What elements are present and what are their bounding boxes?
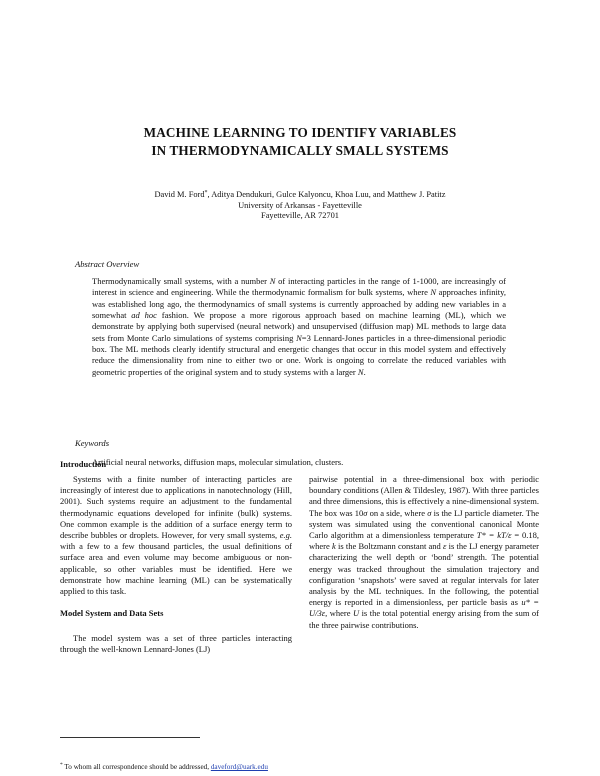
abstract-text <box>92 276 506 378</box>
paper-title <box>0 124 600 160</box>
intro-part: with a few to a few thousand particles, the usual definitions of surface area and even volume may become ambiguous or non-applicable, so other variables must be identified. Here we demonstrate how machine learning (ML) can be systematically applied to this task. <box>60 541 292 597</box>
abstract-var: N <box>357 366 364 377</box>
first-author: David M. Ford <box>154 190 205 199</box>
title-line-2: IN THERMODYNAMICALLY SMALL SYSTEMS <box>151 143 449 158</box>
keywords-text: Artificial neural networks, diffusion maps, molecular simulation, clusters. <box>92 457 344 467</box>
footnote <box>60 763 268 771</box>
intro-part: Systems with a finite number of interacting particles are increasingly of interest due to applications in nanotechnology (Hill, 2001). Such systems require an adjustment to the fundamental thermodynamic equations developed for infinite (bulk) systems. One common example is the addition of a surface energy term to describe bubbles or droplets. However, for very small systems, <box>60 474 292 541</box>
model-part: , where <box>325 608 353 619</box>
model-part: on a side, where <box>367 507 428 518</box>
model-body-left <box>60 633 292 655</box>
abstract-var: N <box>269 276 276 286</box>
model-equation: u* = U/3ε <box>309 597 539 619</box>
model-symbol: k <box>331 541 336 552</box>
model-body-right <box>309 474 539 631</box>
model-part: is the LJ energy parameter characterizing the well depth or ‘bond’ strength. The potential energy was tracked throughout the simulation trajectory and configuration ‘snapshots’ were saved at regular intervals for later analysis by the ML techniques. In the following, the potential energy is reported in a dimensionless, per particle basis as <box>309 541 539 608</box>
email-link[interactable]: daveford@uark.edu <box>210 763 268 771</box>
abstract-label: Abstract Overview <box>75 259 140 269</box>
intro-italic: e.g. <box>279 530 292 541</box>
abstract-part: of interacting particles in the range of 1-1000, are increasingly of interest in science and engineering. While the thermodynamic formalism for bulk systems, where <box>92 276 507 298</box>
keywords-label: Keywords <box>75 438 110 448</box>
abstract-part: approaches infinity, was established long ago, the thermodynamics of small systems is currently approached by adding new variables in a somewhat <box>92 287 506 321</box>
abstract-var: N <box>430 287 437 298</box>
model-symbol: σ <box>427 507 432 518</box>
correspondence-mark: * <box>204 190 208 196</box>
model-part: is the Boltzmann constant and <box>335 541 444 552</box>
other-authors: , Aditya Dendukuri, Gulce Kalyoncu, Khoa Luu, and Matthew J. Patitz <box>207 190 446 199</box>
model-part: = 0.18, where <box>309 530 539 552</box>
model-symbol: σ <box>363 507 368 518</box>
model-part: is the LJ particle diameter. The system was simulated using the conventional canonical Monte Carlo algorithm at a dimensionless temperature <box>309 507 539 541</box>
introduction-heading: Introduction <box>60 459 107 469</box>
author-list <box>0 190 600 201</box>
author-block <box>0 190 600 222</box>
abstract-part: Thermodynamically small systems, with a number <box>92 276 270 286</box>
introduction-body <box>60 474 292 597</box>
introduction-paragraph <box>60 474 292 597</box>
model-heading: Model System and Data Sets <box>60 608 164 618</box>
model-equation: T* = kT/ε <box>476 530 512 541</box>
abstract-part: . <box>363 366 366 377</box>
title-line-1: MACHINE LEARNING TO IDENTIFY VARIABLES <box>143 125 457 140</box>
abstract-italic: ad hoc <box>131 310 157 321</box>
footnote-mark: * <box>60 762 63 768</box>
model-symbol: ε <box>443 541 447 552</box>
abstract-part: =3 Lennard-Jones particles in a three-dimensional periodic box. The ML methods clearly identify structural and energetic changes that occur in this model system and effectively reduce the dimensionality from nine to either two or one. Work is ongoing to correlate the reduced variables with geometric properties of the original system and to study systems with a larger <box>92 332 506 377</box>
affiliation: University of Arkansas - Fayetteville <box>238 200 362 210</box>
abstract-var: N <box>296 332 302 343</box>
footnote-rule <box>60 737 200 738</box>
footnote-text: To whom all correspondence should be addressed, <box>62 763 211 771</box>
model-part: pairwise potential in a three-dimensional box with periodic boundary conditions (Allen & Tildesley, 1987). With three particles and three dimensions, this is effectively a nine-dimensional system. The box was 10 <box>309 474 539 518</box>
model-paragraph-continued <box>309 474 539 631</box>
model-symbol: U <box>352 608 360 619</box>
location: Fayetteville, AR 72701 <box>261 211 339 221</box>
model-part: is the total potential energy arising from the sum of the three pairwise contributions. <box>309 608 539 630</box>
abstract-part: fashion. We propose a more rigorous approach based on machine learning (ML), which we demonstrate by applying both supervised (neural network) and unsupervised (diffusion map) ML methods to large data sets from Monte Carlo simulations of systems comprising <box>92 310 506 343</box>
model-paragraph-start: The model system was a set of three particles interacting through the well-known Lennard-Jones (LJ) <box>60 633 292 655</box>
